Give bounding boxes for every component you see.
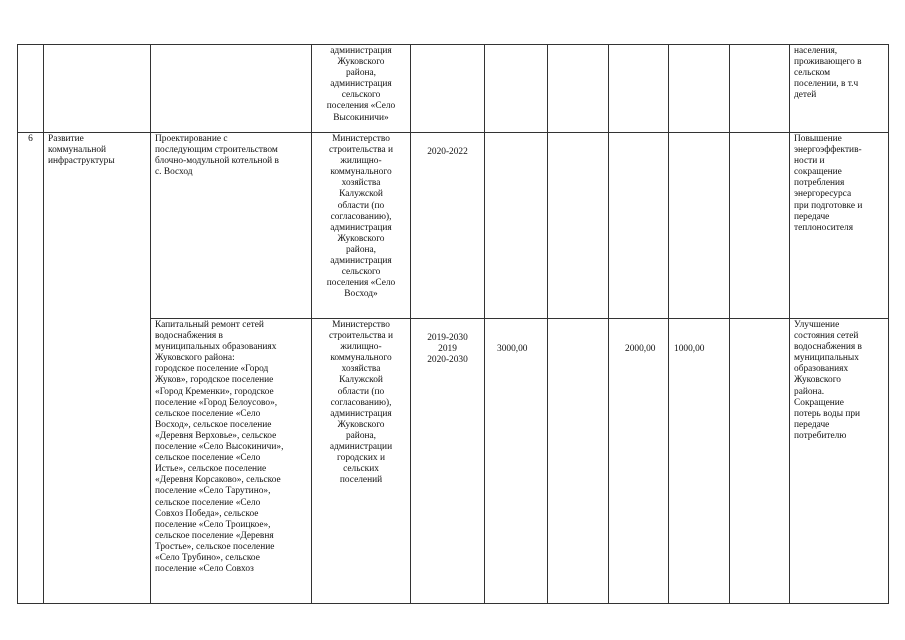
- total-cell: [485, 45, 548, 133]
- row-number-cell: [18, 45, 44, 133]
- direction-cell: Развитие коммунальной инфраструктуры: [44, 133, 151, 604]
- other-sources-cell: [730, 319, 790, 604]
- measure-cell: Проектирование с последующим строительством блочно-модульной котельной в с. Восход: [151, 133, 312, 319]
- local-budget-cell: 1000,00: [669, 319, 730, 604]
- total-cell: [485, 133, 548, 319]
- table-row: [18, 45, 889, 133]
- federal-budget-cell: [548, 133, 609, 319]
- executor-cell: администрация Жуковского района, администрация сельского поселения «Село Высокиничи»: [312, 45, 411, 133]
- years-cell: [411, 45, 485, 133]
- table-row: [18, 133, 889, 319]
- local-budget-cell: [669, 45, 730, 133]
- regional-budget-cell: 2000,00: [609, 319, 669, 604]
- row-number-cell: 6: [18, 133, 44, 604]
- direction-cell: [44, 45, 151, 133]
- executor-cell: Министерство строительства и жилищно- коммунального хозяйства Калужской области (по согласованию), администрация Жуковского района, администрация сельского поселения «Село Восход»: [312, 133, 411, 319]
- years-cell: 2019-2030 2019 2020-2030: [411, 319, 485, 604]
- other-sources-cell: [730, 133, 790, 319]
- expected-result-cell: населения, проживающего в сельском поселении, в т.ч детей: [790, 45, 889, 133]
- regional-budget-cell: [609, 133, 669, 319]
- program-measures-table: [17, 44, 889, 604]
- measure-cell: [151, 45, 312, 133]
- other-sources-cell: [730, 45, 790, 133]
- total-cell: 3000,00: [485, 319, 548, 604]
- federal-budget-cell: [548, 45, 609, 133]
- federal-budget-cell: [548, 319, 609, 604]
- executor-cell: Министерство строительства и жилищно- коммунального хозяйства Калужской области (по согласованию), администрация Жуковского района, администрации городских и сельских поселений: [312, 319, 411, 604]
- measure-cell: Капитальный ремонт сетей водоснабжения в муниципальных образованиях Жуковского района: городское поселение «Город Жуков», городское поселение «Город Кременки», городское поселение «Город Белоусово», сельское поселение «Село Восход», сельское поселение «Деревня Верховье», сельское поселение «Село Высокиничи», сельское поселение «Село Истье», сельское поселение «Деревня Корсаково», сельское поселение «Село Тарутино», сельское поселение «Село Совхоз Победа», сельское поселение «Село Троицкое», сельское поселение «Деревня Тростье», сельское поселение «Село Трубино», сельское поселение «Село Совхоз: [151, 319, 312, 604]
- years-cell: 2020-2022: [411, 133, 485, 319]
- regional-budget-cell: [609, 45, 669, 133]
- local-budget-cell: [669, 133, 730, 319]
- expected-result-cell: Повышение энергоэффектив- ности и сокращение потребления энергоресурса при подготовке и передаче теплоносителя: [790, 133, 889, 319]
- expected-result-cell: Улучшение состояния сетей водоснабжения в муниципальных образованиях Жуковского района. Сокращение потерь воды при передаче потребителю: [790, 319, 889, 604]
